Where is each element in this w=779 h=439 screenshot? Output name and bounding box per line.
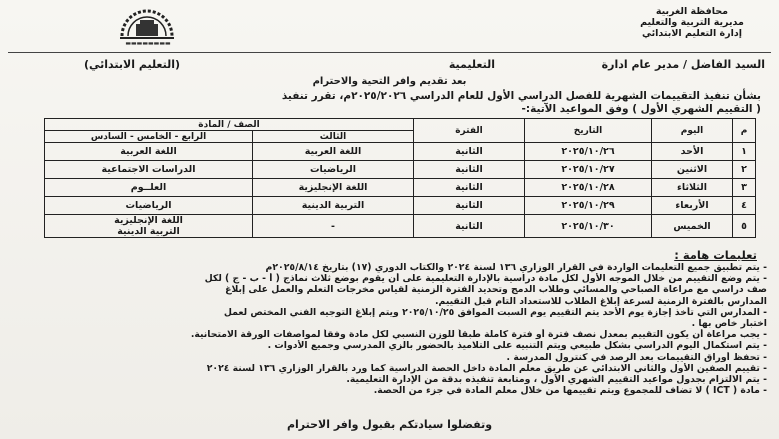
addressee-edu: التعليمية xyxy=(448,58,495,71)
note-line: - يتم تطبيق جميع التعليمات الواردة في القرار الوزاري ١٣٦ لسنة ٢٠٢٤ والكتاب الدوري (١٧) بتاريخ ٢٠٢٥/٨/١٤م xyxy=(265,262,767,273)
row-upper xyxy=(45,215,253,238)
row-upper-line: التربية الدينية xyxy=(117,226,180,237)
row-date: ٢٠٢٥/١٠/٢٧ xyxy=(525,161,652,179)
row-day: الثلاثاء xyxy=(652,179,733,197)
note-line: - يتم وضع التقييم من خلال الموجه الأول لكل مادة دراسية بالإدارة التعليمية على أن يقوم بوضع ثلاث نماذج ( أ - ب - ج ) لكل xyxy=(204,273,767,285)
row-third: التربية الدينية xyxy=(253,197,414,215)
col-third: الثالث xyxy=(253,131,414,143)
row-upper-line: اللغة الإنجليزية xyxy=(114,215,183,226)
table-row xyxy=(45,197,756,215)
col-num: م xyxy=(733,119,756,143)
row-period: الثانية xyxy=(414,143,525,161)
row-upper: الدراسات الاجتماعية xyxy=(45,161,253,179)
col-grade-subject: الصف / المادة xyxy=(45,119,414,131)
row-period: الثانية xyxy=(414,197,525,215)
row-num: ١ xyxy=(733,143,756,161)
note-line: - تقييم الصفين الأول والثاني الابتدائي عن طريق معلم المادة داخل الحصة الدراسية كما ورد بالقرار الوزاري ١٣٦ لسنة ٢٠٢٤ xyxy=(206,362,767,374)
table-row xyxy=(45,179,756,197)
notes-list xyxy=(27,262,767,396)
note-line: صف دراسي مع مراعاة الصباحي والمسائي وطلاب الدمج وتحديد الفترة الزمنية لقياس مخرجات التعلم والعمل على إبلاغ xyxy=(225,284,767,296)
note-line: اختبار خاص بها . xyxy=(691,318,767,330)
closing-line: وتفضلوا سيادتكم بقبول وافر الاحترام xyxy=(286,418,493,431)
row-period: الثانية xyxy=(414,179,525,197)
row-num: ٥ xyxy=(733,215,756,238)
row-date: ٢٠٢٥/١٠/٢٦ xyxy=(525,143,652,161)
intro-line: ( التقييم الشهري الأول ) وفق المواعيد الآتية:- xyxy=(521,103,761,115)
note-line: المدارس بالفترة الزمنية لسرعة إبلاغ الطلاب للاستعداد التام قبل التقييم. xyxy=(435,295,767,307)
col-date: التاريخ xyxy=(525,119,652,143)
directorate-line: مديرية التربية والتعليم xyxy=(640,17,744,28)
greeting: بعد تقديم وافر التحية والاحترام xyxy=(312,76,467,87)
note-line: - يتم استكمال اليوم الدراسي بشكل طبيعي ويتم التنبيه على التلاميذ بالحضور بالزي المدرسي وجميع الأدوات . xyxy=(267,340,767,352)
governorate-line: محافظة الغربية xyxy=(655,6,729,17)
note-line: - المدارس التي تأخذ إجازة يوم الأحد يتم التقييم يوم السبت الموافق ٢٠٢٥/١٠/٢٥ ويتم إبلاغ التوجيه الفني المختص لعمل xyxy=(223,306,767,318)
ministry-logo xyxy=(118,6,176,44)
col-fourth-sixth: الرابع - الخامس - السادس xyxy=(45,131,253,143)
col-period: الفترة xyxy=(414,119,525,143)
row-upper: الرياضيات xyxy=(45,197,253,215)
row-upper: العلــوم xyxy=(45,179,253,197)
row-day: الخميس xyxy=(652,215,733,238)
letterhead xyxy=(617,6,767,39)
row-num: ٣ xyxy=(733,179,756,197)
schedule-table xyxy=(44,118,756,238)
col-day: اليوم xyxy=(652,119,733,143)
row-day: الأربعاء xyxy=(652,197,733,215)
row-date: ٢٠٢٥/١٠/٢٩ xyxy=(525,197,652,215)
row-third: الرياضيات xyxy=(253,161,414,179)
table-row xyxy=(45,143,756,161)
note-line: - مادة ( ICT ) لا تضاف للمجموع ويتم تقييمها من خلال معلم المادة في جزء من الحصة. xyxy=(373,385,767,397)
addressee-stage: (التعليم الابتدائي) xyxy=(84,58,181,71)
logo-caption: ▬▬▬▬▬▬▬▬ xyxy=(125,40,171,47)
row-third: اللغة العربية xyxy=(253,143,414,161)
row-period: الثانية xyxy=(414,215,525,238)
row-date: ٢٠٢٥/١٠/٣٠ xyxy=(525,215,652,238)
addressee-line xyxy=(14,58,765,72)
row-date: ٢٠٢٥/١٠/٢٨ xyxy=(525,179,652,197)
row-num: ٤ xyxy=(733,197,756,215)
department-line: إدارة التعليم الابتدائي xyxy=(641,28,743,39)
row-upper: اللغة العربية xyxy=(45,143,253,161)
table-row xyxy=(45,161,756,179)
row-period: الثانية xyxy=(414,161,525,179)
header-divider xyxy=(8,52,771,53)
notes-title: تعليمات هامة : xyxy=(674,248,757,262)
intro-paragraph xyxy=(41,90,761,116)
row-day: الاثنين xyxy=(652,161,733,179)
intro-line: بشأن تنفيذ التقييمات الشهرية للفصل الدراسي الأول للعام الدراسي ٢٠٢٥/٢٠٢٦م، تقرر تنفيذ xyxy=(281,90,761,102)
row-third: - xyxy=(253,215,414,238)
row-num: ٢ xyxy=(733,161,756,179)
table-row xyxy=(45,215,756,238)
note-line: - يتم الالتزام بجدول مواعيد التقييم الشهري الأول ، ومتابعة تنفيذه بدقة من الإدارة التعليمية. xyxy=(346,374,767,386)
row-day: الأحد xyxy=(652,143,733,161)
addressee: السيد الفاضل / مدير عام ادارة xyxy=(601,58,765,71)
note-line: - تحفظ أوراق التقييمات بعد الرصد في كنترول المدرسة . xyxy=(506,351,767,363)
note-line: - يجب مراعاة أن يكون التقييم بمعدل نصف فترة أو فترة كاملة طبقاً للوزن النسبي لكل مادة وفقاً لمواصفات الورقة الامتحانية. xyxy=(190,329,767,341)
row-third: اللغة الإنجليزية xyxy=(253,179,414,197)
